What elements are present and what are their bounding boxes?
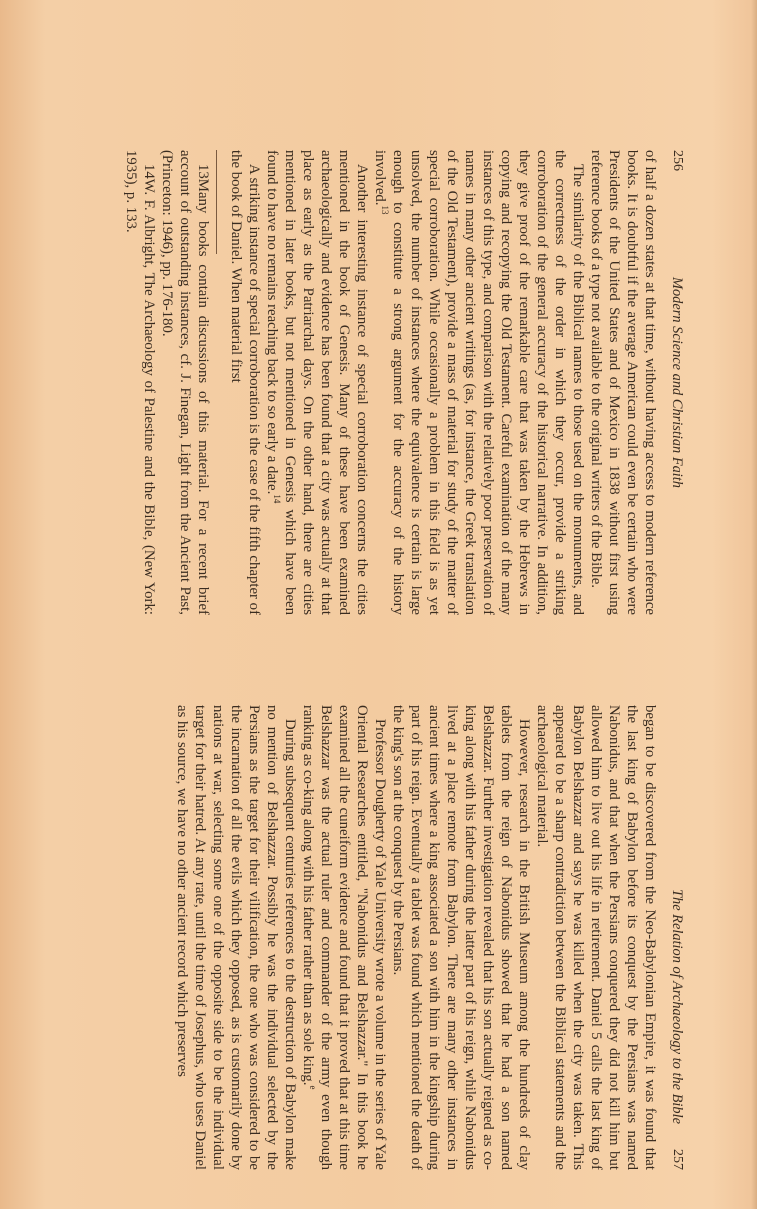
left-page-header bbox=[659, 150, 685, 615]
footnote-ref: e bbox=[307, 1085, 318, 1090]
page-number: 257 bbox=[670, 1149, 685, 1170]
paragraph: Another interesting instance of special corroboration concerns the cities mentioned in the book of Genesis. Many of these have been examined archaeologically and evidence has been found that a city was actually at that place as early as the Patriarchal days. On the other hand, there are cities mentioned in later books, but not mentioned in Genesis which have been found to have no remains reaching back to so early a date.$^{14}$ bbox=[264, 150, 370, 615]
footnote-ref: 14 bbox=[271, 494, 282, 504]
footnote-ref: 13 bbox=[379, 205, 390, 215]
left-page-body bbox=[122, 150, 659, 615]
paragraph: The similarity of the Biblical names to those used on the monuments, and the correctness of the order in which they occur, provide a striking corroboration of the general accuracy of the historical narrative. In addition, they give proof of the remarkable care that was taken by the Hebrews in copying and recopying the Old Testament. Careful examination of the many instances of this type, and comparison with the relatively poor preservation of names in many other ancient writings (as, for instance, the Greek translation of the Old Testament), provide a mass of material for study of the matter of special corroboration. While occasionally a problem in this field is as yet unsolved, the number of instances where the equivalence is certain is large enough to constitute a strong argument for the accuracy of the history involved.$^{13}$ bbox=[372, 150, 586, 615]
running-head: The Relation of Archaeology to the Bible bbox=[669, 889, 685, 1124]
footnote-divider bbox=[216, 150, 217, 254]
paragraph: During subsequent centuries references to the destruction of Babylon make no mention of Belshazzar. Possibly he was the individual selected by the Persians as the target for their vilification, the one who was considered to be the incarnation of all the evils which they opposed, as is customarily done by nations at war, selecting some one of the opposite side to be the individual target for their hatred. At any rate, until the time of Josephus, who uses Daniel as his source, we have no other ancient record which preserves bbox=[174, 705, 298, 1170]
right-page bbox=[173, 705, 685, 1170]
footnote: 14W. F. Albright, The Archaeology of Palestine and the Bible, (New York: 1935), p. 133. bbox=[123, 150, 157, 615]
paragraph: of half a dozen states at that time, without having access to modern reference books. It is doubtful if the average American could even be certain who were Presidents of the United States and of Mexico in 1838 without first using reference books of a type not available to the original writers of the Bible. bbox=[588, 150, 658, 615]
paragraph: began to be discovered from the Neo-Babylonian Empire, it was found that the last king of Babylon before its conquest by the Persians was named Nabonidus, and that when the Persians conquered they did not kill him but allowed him to live out his life in retirement. Daniel 5 calls the last king of Babylon Belshazzar and says he was killed when the city was taken. This appeared to be a sharp contradiction between the Biblical statements and the archaeological material. bbox=[534, 705, 658, 1170]
paragraph: Professor Dougherty of Yale University wrote a volume in the series of Yale Oriental Researches entitled, "Nabonidus and Belshazzar." In this book he examined all the cuneiform evidence and found that it proved that at this time Belshazzar was the actual ruler and commander of the army even though ranking as co-king along with his father rather than as sole king.$^e$ bbox=[300, 705, 388, 1170]
page-number: 256 bbox=[670, 150, 685, 171]
paragraph: A striking instance of special corroboration is the case of the fifth chapter of the book of Daniel. When material first bbox=[228, 150, 262, 615]
footnote: 13Many books contain discussions of this material. For a recent brief account of outstanding instances, cf. J. Finegan, Light from the Ancient Past, (Princeton: 1946), pp. 176-180. bbox=[159, 150, 211, 615]
running-head: Modern Science and Christian Faith bbox=[669, 276, 685, 489]
right-page-body bbox=[173, 705, 659, 1170]
paragraph: However, research in the British Museum among the hundreds of clay tablets from the reign of Nabonidus showed that he had a son named Belshazzar. Further investigation revealed that his son actually reigned as co-king along with his father during the latter part of his reign, while Nabonidus lived at a place remote from Babylon. There are many other instances in ancient times where a king associated a son with him in the kingship during part of his reign. Eventually a tablet was found which mentioned the death of the king's son at the conquest by the Persians. bbox=[390, 705, 532, 1170]
right-page-header bbox=[659, 705, 685, 1170]
left-page bbox=[122, 150, 685, 615]
